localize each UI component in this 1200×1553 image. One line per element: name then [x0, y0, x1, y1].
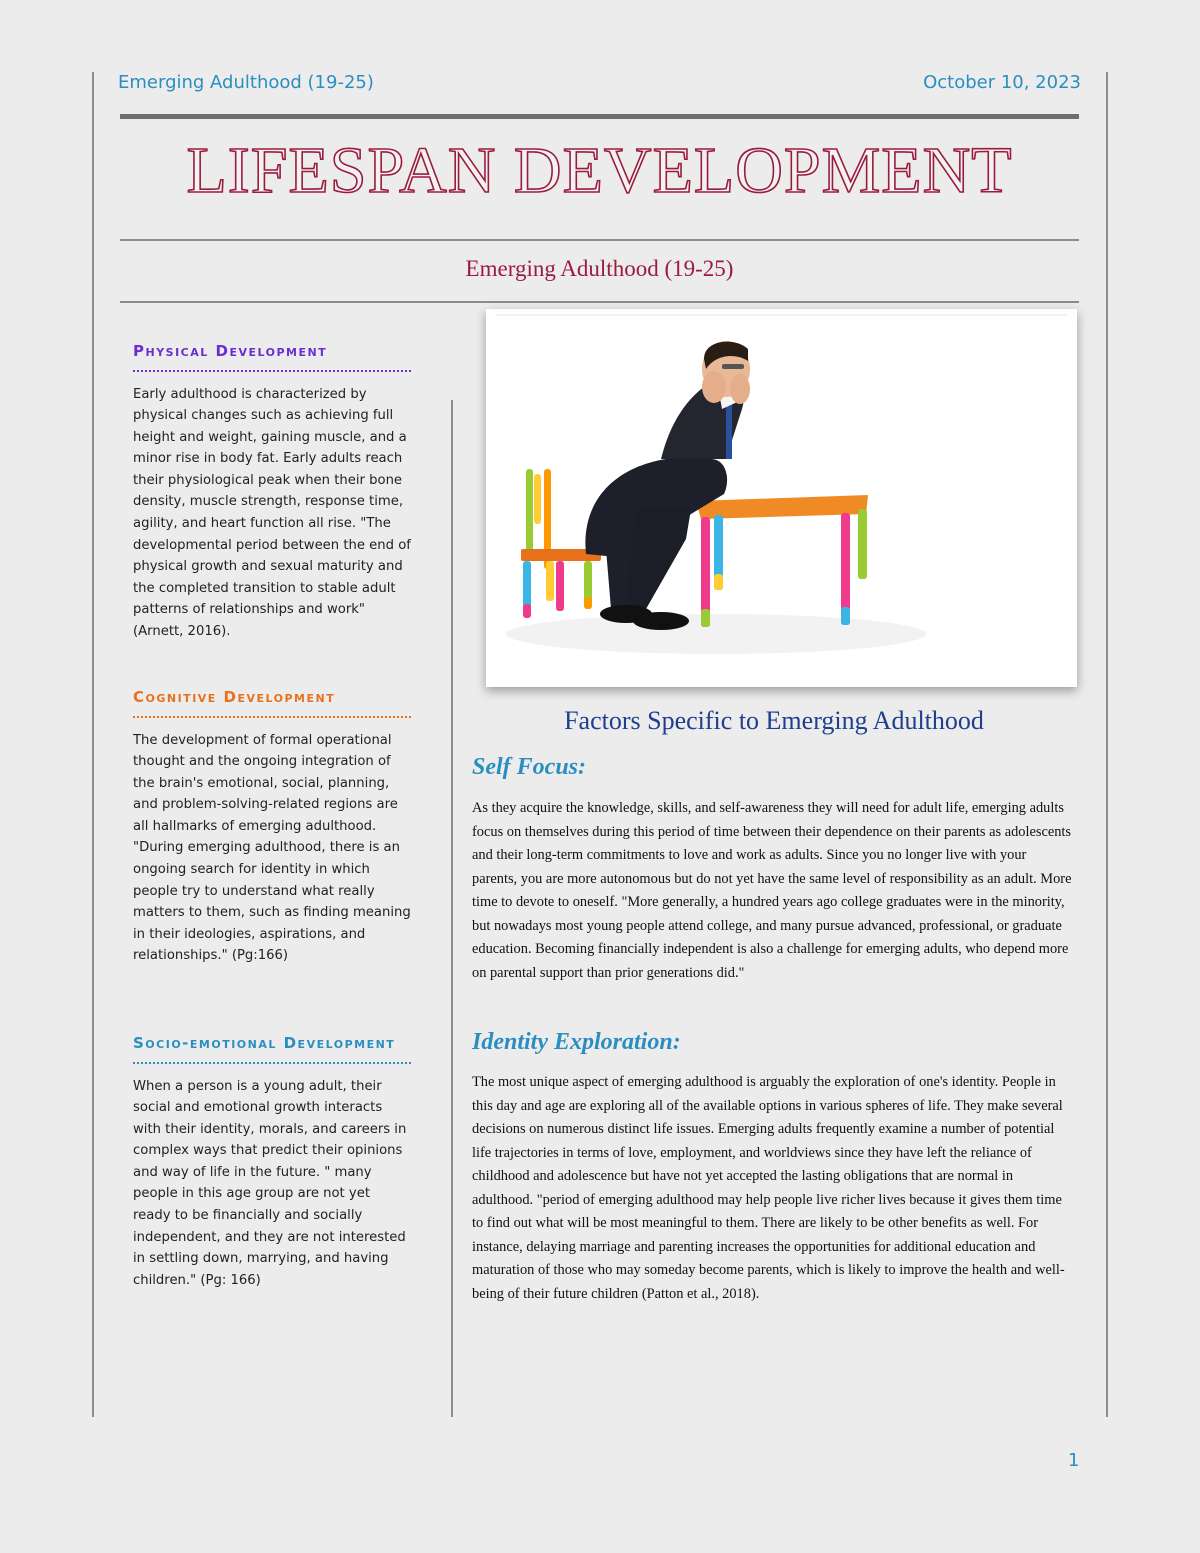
page-number: 1: [1068, 1450, 1080, 1471]
sidebar-physical: [133, 342, 411, 643]
column-divider: [451, 400, 453, 1417]
factors-heading: Factors Specific to Emerging Adulthood: [564, 706, 984, 735]
header-left: Emerging Adulthood (19-25): [118, 72, 374, 93]
top-rule: [120, 114, 1079, 119]
photo-frame: [486, 309, 1077, 687]
socioemotional-heading: Socio-emotional Development: [133, 1034, 411, 1064]
sidebar-socioemotional: [133, 1034, 411, 1291]
sidebar-cognitive: [133, 688, 411, 967]
identity-exploration-heading: Identity Exploration:: [472, 1029, 681, 1055]
self-focus-text: As they acquire the knowledge, skills, and self-awareness they will need for adult life, emerging adults focus on themselves during this period of time between their dependence on their parents as adolescents and their long-term commitments to love and work as adults. Since you no longer live with your parents, you are more autonomous but do not yet have the same level of responsibility as an adult. More time to devote to oneself. "More generally, a hundred years ago college graduates were in the minority, but nowadays most young people attend college, and many pursue advanced, professional, or graduate education. Becoming financially independent is also a challenge for emerging adults, who depend more on parental support than prior generations did.": [472, 800, 1072, 981]
subtitle: Emerging Adulthood (19-25): [465, 256, 734, 281]
right-border: [1106, 72, 1108, 1417]
socioemotional-text: When a person is a young adult, their social and emotional growth interacts with their identity, morals, and careers in complex ways that predict their opinions and way of life in the future. " many people in this age group are not yet ready to be financially and socially independent, and they are not interested in settling down, marrying, and having children." (Pg: 166): [133, 1078, 407, 1288]
identity-exploration-text: The most unique aspect of emerging adulthood is arguably the exploration of one's identity. People in this day and age are exploring all of the available options in various spheres of life. They make several decisions on numerous distinct life issues. Emerging adults frequently examine a number of potential life trajectories in terms of love, employment, and worldviews since they have left the reliance of childhood and adolescence but have not yet accepted the lasting obligations that are normal in adulthood. "period of emerging adulthood may help people live richer lives because it gives them time to find out what will be most meaningful to them. There are likely to be other benefits as well. For instance, delaying marriage and parenting increases the opportunities for additional education and maturation of those who may someday become parents, which is likely to improve the health and well-being of their future children (Patton et al., 2018).: [472, 1074, 1065, 1302]
physical-heading: Physical Development: [133, 342, 411, 372]
subtitle-rule: [120, 301, 1079, 303]
left-border: [92, 72, 94, 1417]
cognitive-heading: Cognitive Development: [133, 688, 411, 718]
cognitive-text: The development of formal operational thought and the ongoing integration of the brain's emotional, social, planning, and problem-solving-related regions are all hallmarks of emerging adulthood. "During emerging adulthood, there is an ongoing search for identity in which people try to understand what really matters to them, such as finding meaning in their ideologies, aspirations, and relationships." (Pg:166): [133, 732, 411, 964]
child-table: [696, 495, 868, 627]
header-date: October 10, 2023: [923, 72, 1081, 93]
physical-text: Early adulthood is characterized by physical changes such as achieving full height and weight, gaining muscle, and a minor rise in body fat. Early adults reach their physiological peak when their bone density, muscle strength, response time, agility, and heart function all rise. "The developmental period between the end of physical growth and sexual maturity and the completed transition to stable adult patterns of relationships and work" (Arnett, 2016).: [133, 386, 411, 640]
self-focus-heading: Self Focus:: [472, 754, 586, 780]
title-rule: [120, 239, 1079, 241]
man-at-childs-table-image: [486, 309, 1077, 687]
man-figure: [585, 341, 750, 630]
page-title: LIFESPAN DEVELOPMENT: [186, 134, 1013, 207]
